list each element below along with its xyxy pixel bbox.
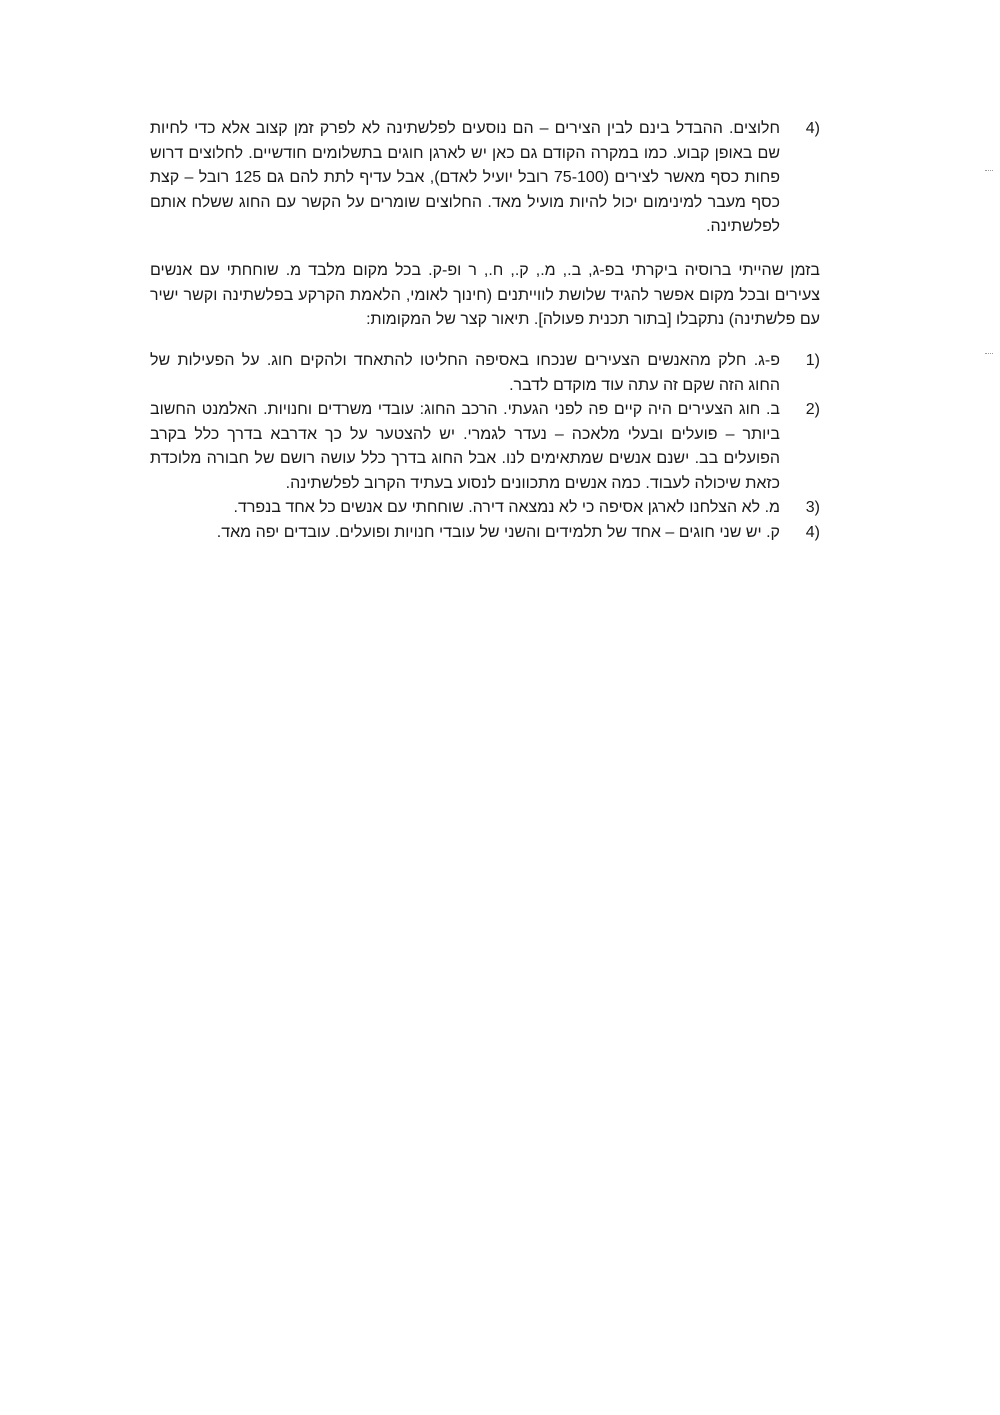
scan-speck	[985, 170, 993, 174]
item-text: פ-ג. חלק מהאנשים הצעירים שנכחו באסיפה החליטו להתאחד ולהקים חוג. על הפעילות של החוג הזה שקם זה עתה עוד מוקדם לדבר.	[150, 352, 780, 394]
item-text: מ. לא הצלחנו לארגן אסיפה כי לא נמצאה דירה. שוחחתי עם אנשים כל אחד בנפרד.	[233, 499, 780, 516]
places-list	[150, 349, 820, 545]
numbered-item-chalutzim	[150, 117, 820, 240]
item-number: 1)	[805, 352, 820, 369]
scan-speck	[985, 353, 993, 357]
list-item	[150, 349, 820, 398]
item-number: 2)	[805, 401, 820, 418]
list-item	[150, 521, 820, 546]
item-number: 4)	[805, 120, 820, 137]
item-text: חלוצים. ההבדל בינם לבין הצירים – הם נוסעים לפלשתינה לא לפרק זמן קצוב אלא כדי לחיות שם באופן קבוע. כמו במקרה הקודם גם כאן יש לארגן חוגים בתשלומים חודשיים. לחלוצים דרוש פחות כסף מאשר לצירים (75-100 רובל יועיל לאדם), אבל עדיף לתת להם גם 125 רובל – קצת כסף מעבר למינימום יכול להיות מועיל מאד. החלוצים שומרים על הקשר עם החוג ששלח אותם לפלשתינה.	[150, 120, 781, 235]
list-item	[150, 117, 820, 240]
list-item	[150, 398, 820, 496]
intro-paragraph	[150, 259, 820, 333]
item-number: 3)	[805, 499, 820, 516]
item-text: ק. יש שני חוגים – אחד של תלמידים והשני של עובדי חנויות ופועלים. עובדים יפה מאד.	[216, 523, 780, 541]
item-text: ב. חוג הצעירים היה קיים פה לפני הגעתי. הרכב החוג: עובדי משרדים וחנויות. האלמנט החשוב ביותר – פועלים ובעלי מלאכה – נעדר לגמרי. יש להצטער על כך אדרבא בדרך כלל בקרב הפועלים בב. ישנם אנשים שמתאימים לנו. אבל החוג בדרך כלל עושה רושם של חבורה מלוכדת כזאת שיכולה לעבוד. כמה אנשים מתכוונים לנסוע בעתיד הקרוב לפלשתינה.	[150, 401, 780, 492]
list-item	[150, 496, 820, 521]
item-number: 4)	[805, 523, 820, 541]
paragraph-text: בזמן שהייתי ברוסיה ביקרתי בפ-ג, ב., מ., ק., ח., ר ופ-ק. בכל מקום מלבד מ. שוחחתי עם אנשים צעירים ובכל מקום אפשר להגיד שלושת לווייתנים (חינוך לאומי, הלאמת הקרקע בפלשתינה וקשר ישיר עם פלשתינה) נתקבלו [בתור תכנית פעולה]. תיאור קצר של המקומות:	[150, 262, 820, 328]
